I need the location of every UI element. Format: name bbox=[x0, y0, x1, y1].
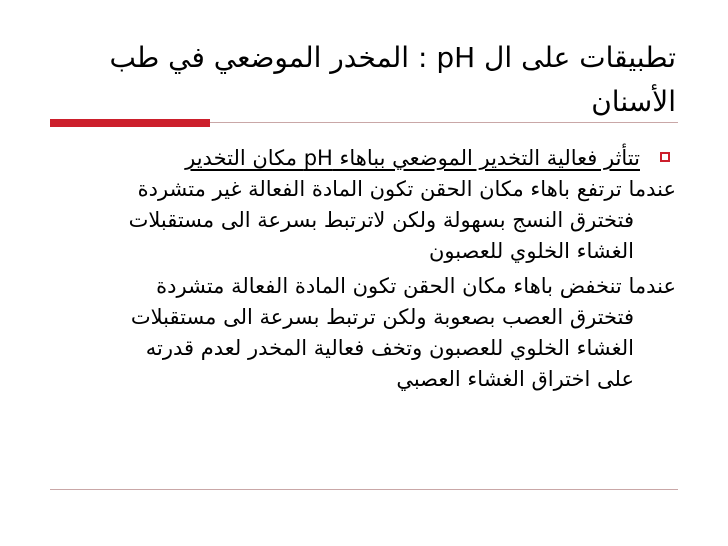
hollow-square-bullet-icon bbox=[660, 152, 670, 162]
bullet-item bbox=[56, 143, 676, 174]
slide-title-line-2: الأسنان bbox=[591, 85, 676, 118]
paragraph-line: فتخترق النسج بسهولة ولكن لاترتبط بسرعة الى مستقبلات bbox=[128, 208, 634, 232]
paragraph-line: فتخترق العصب بصعوبة ولكن ترتبط بسرعة الى مستقبلات bbox=[130, 305, 634, 329]
paragraph-line: عندما تنخفض باهاء مكان الحقن تكون المادة الفعالة متشردة bbox=[156, 274, 676, 298]
paragraph-line: الغشاء الخلوي للعصبون وتخف فعالية المخدر لعدم قدرته bbox=[145, 336, 634, 360]
paragraph-low-ph bbox=[56, 271, 676, 395]
title-accent-bar bbox=[50, 119, 210, 127]
paragraph-line: على اختراق الغشاء العصبي bbox=[396, 367, 634, 391]
footer-divider bbox=[50, 489, 678, 490]
slide-title bbox=[76, 36, 676, 124]
bullet-text: تتأثر فعالية التخدير الموضعي بباهاء pH مكان التخدير bbox=[185, 146, 640, 170]
slide-title-line-1: تطبيقات على ال pH : المخدر الموضعي في طب bbox=[109, 41, 676, 74]
paragraph-line: عندما ترتفع باهاء مكان الحقن تكون المادة الفعالة غير متشردة bbox=[137, 177, 676, 201]
slide-body bbox=[56, 143, 676, 395]
paragraph-line: الغشاء الخلوي للعصبون bbox=[428, 239, 634, 263]
paragraph-high-ph bbox=[56, 174, 676, 267]
